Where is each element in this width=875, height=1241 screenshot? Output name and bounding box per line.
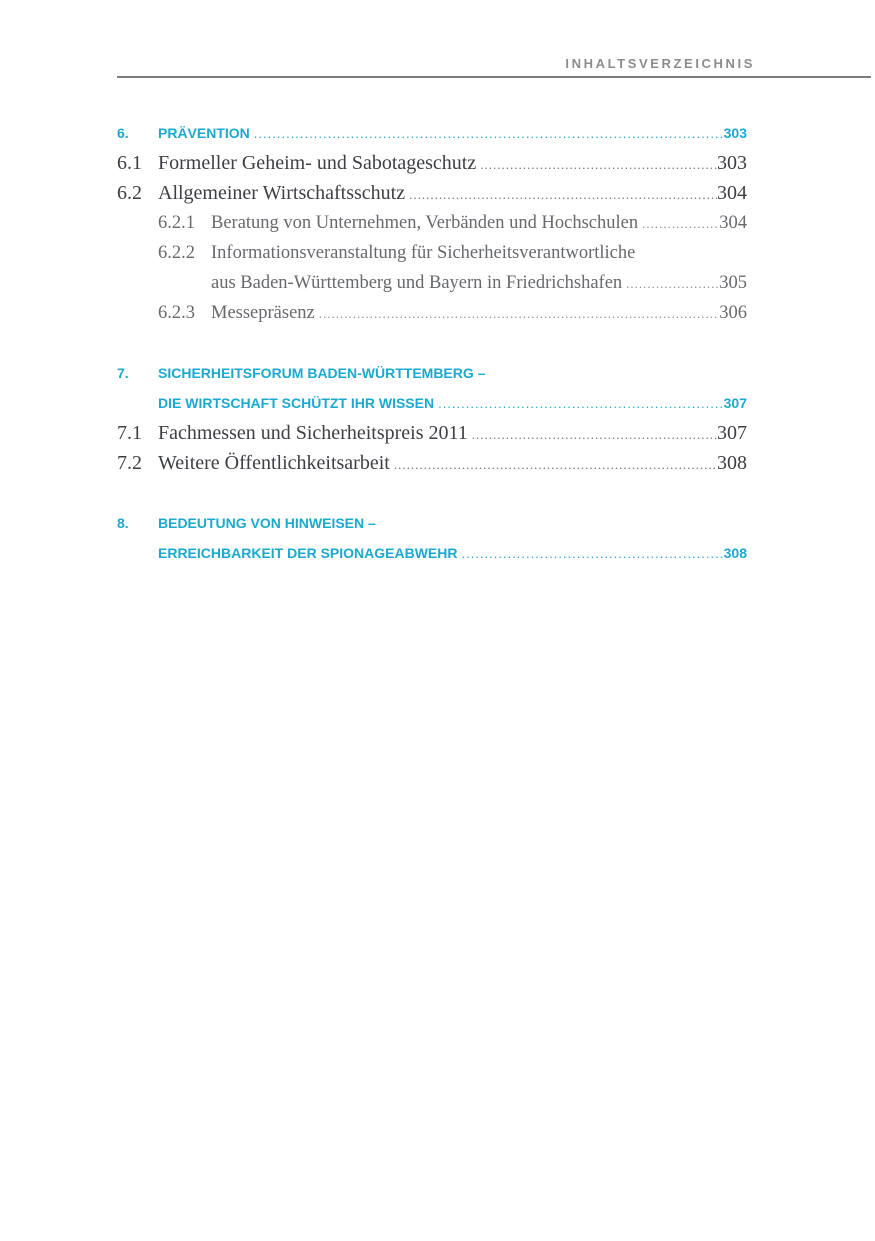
toc-entry-7-2[interactable]	[117, 448, 747, 478]
header-title: INHALTSVERZEICHNIS	[565, 56, 755, 71]
toc-number: 7.2	[117, 452, 142, 474]
dot-leader	[472, 420, 717, 450]
toc-page-number: 307	[717, 422, 747, 444]
toc-title-line-1: BEDEUTUNG VON HINWEISEN –	[158, 515, 376, 531]
dot-leader	[461, 539, 723, 569]
toc-number: 7.	[117, 365, 129, 381]
dot-leader	[626, 269, 719, 299]
toc-title-line-1: SICHERHEITSFORUM BADEN-WÜRTTEMBERG –	[158, 365, 486, 381]
spacer	[117, 328, 747, 358]
toc-page-number: 303	[717, 152, 747, 174]
toc-page-number: 304	[717, 182, 747, 204]
toc-number: 6.2.1	[158, 213, 195, 233]
toc-title: Formeller Geheim- und Sabotageschutz	[158, 152, 477, 174]
toc-number: 8.	[117, 515, 129, 531]
toc-entry-chapter-7-continued[interactable]	[117, 388, 747, 418]
toc-title: Weitere Öffentlichkeitsarbeit	[158, 452, 390, 474]
toc-entry-6-2-1[interactable]	[117, 208, 747, 238]
dot-leader	[409, 180, 717, 210]
toc-entry-chapter-8[interactable]	[117, 508, 747, 538]
toc-number: 6.2.3	[158, 303, 195, 323]
toc-title-line-2: DIE WIRTSCHAFT SCHÜTZT IHR WISSEN	[158, 395, 435, 411]
toc-entry-6-2[interactable]	[117, 178, 747, 208]
toc-title: PRÄVENTION	[158, 125, 250, 141]
dot-leader	[254, 119, 724, 149]
toc-title-line-2: aus Baden-Württemberg und Bayern in Friedrichshafen	[211, 273, 623, 293]
toc-title-line-1: Informationsveranstaltung für Sicherheitsverantwortliche	[211, 243, 636, 263]
toc-page-number: 305	[719, 273, 747, 293]
toc-number: 6.2	[117, 182, 142, 204]
toc-number: 7.1	[117, 422, 142, 444]
toc-entry-6-1[interactable]	[117, 148, 747, 178]
toc-number: 6.1	[117, 152, 142, 174]
toc-page-number: 306	[719, 303, 747, 323]
toc-page-number: 303	[723, 125, 747, 141]
dot-leader	[480, 150, 717, 180]
toc-entry-chapter-7[interactable]	[117, 358, 747, 388]
toc-title: Beratung von Unternehmen, Verbänden und Hochschulen	[211, 213, 639, 233]
toc-entry-chapter-8-continued[interactable]	[117, 538, 747, 568]
toc-title: Allgemeiner Wirtschaftsschutz	[158, 182, 406, 204]
toc-page-number: 304	[719, 213, 747, 233]
toc-number: 6.	[117, 125, 129, 141]
toc-entry-6-2-2-continued[interactable]	[117, 268, 747, 298]
toc-page-number: 307	[723, 395, 747, 411]
toc-title: Fachmessen und Sicherheitspreis 2011	[158, 422, 468, 444]
dot-leader	[319, 299, 719, 329]
toc-title: Messepräsenz	[211, 303, 315, 323]
toc-page-number: 308	[717, 452, 747, 474]
toc-page-number: 308	[723, 545, 747, 561]
dot-leader	[438, 389, 724, 419]
dot-leader	[642, 209, 719, 239]
toc-title-line-2: ERREICHBARKEIT DER SPIONAGEABWEHR	[158, 545, 458, 561]
dot-leader	[394, 450, 717, 480]
toc-entry-chapter-6[interactable]	[117, 118, 747, 148]
page-header	[117, 52, 871, 78]
table-of-contents	[117, 118, 747, 568]
toc-entry-6-2-2[interactable]	[117, 238, 747, 268]
spacer	[117, 478, 747, 508]
toc-entry-7-1[interactable]	[117, 418, 747, 448]
toc-entry-6-2-3[interactable]	[117, 298, 747, 328]
toc-number: 6.2.2	[158, 243, 195, 263]
